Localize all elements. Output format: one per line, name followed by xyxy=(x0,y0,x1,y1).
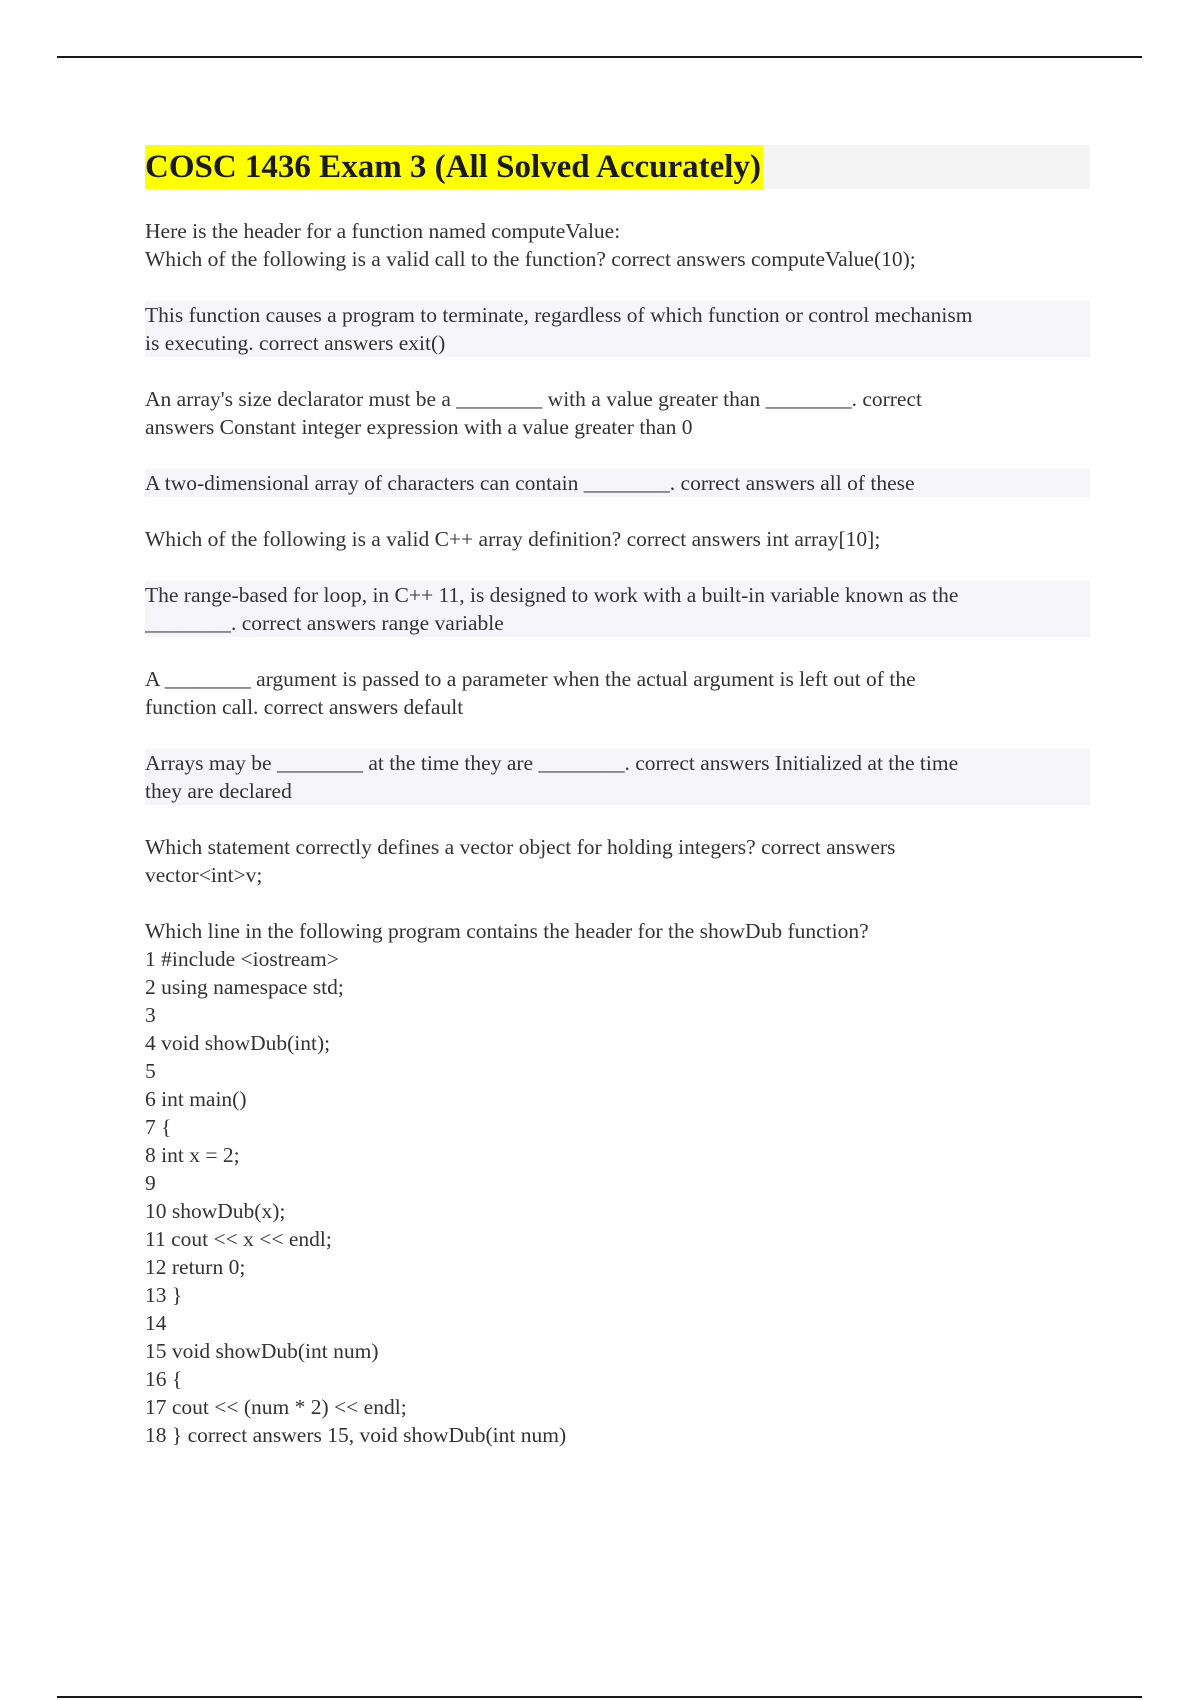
code-line: 2 using namespace std; xyxy=(145,975,344,999)
code-line: 12 return 0; xyxy=(145,1255,246,1279)
question-line: Which of the following is a valid call to the function? correct answers computeValue(10); xyxy=(145,247,916,271)
question-line: Which of the following is a valid C++ array definition? correct answers int array[10]; xyxy=(145,527,881,551)
code-line: 10 showDub(x); xyxy=(145,1199,286,1223)
question-line: An array's size declarator must be a ________ with a value greater than ________. correct xyxy=(145,387,922,411)
code-line: 15 void showDub(int num) xyxy=(145,1339,379,1363)
question-8 xyxy=(145,749,1090,805)
question-7 xyxy=(145,665,1090,721)
document-title: COSC 1436 Exam 3 (All Solved Accurately) xyxy=(145,145,763,189)
question-line: Arrays may be ________ at the time they are ________. correct answers Initialized at the time xyxy=(145,751,959,775)
code-line: 4 void showDub(int); xyxy=(145,1031,331,1055)
code-line: 8 int x = 2; xyxy=(145,1143,240,1167)
question-line: A ________ argument is passed to a parameter when the actual argument is left out of the xyxy=(145,667,916,691)
question-line: Which statement correctly defines a vector object for holding integers? correct answers xyxy=(145,835,896,859)
question-line: Here is the header for a function named computeValue: xyxy=(145,219,621,243)
code-line: 6 int main() xyxy=(145,1087,247,1111)
top-rule xyxy=(57,56,1142,58)
question-line: ________. correct answers range variable xyxy=(145,611,504,635)
question-line: vector<int>v; xyxy=(145,863,263,887)
code-line: 16 { xyxy=(145,1367,183,1391)
code-line: 3 xyxy=(145,1003,156,1027)
question-line: Which line in the following program contains the header for the showDub function? xyxy=(145,919,869,943)
bottom-rule xyxy=(57,1696,1142,1698)
code-line: 17 cout << (num * 2) << endl; xyxy=(145,1395,407,1419)
code-line: 5 xyxy=(145,1059,156,1083)
question-line: they are declared xyxy=(145,779,292,803)
code-line: 11 cout << x << endl; xyxy=(145,1227,332,1251)
question-line: function call. correct answers default xyxy=(145,695,464,719)
question-line: answers Constant integer expression with a value greater than 0 xyxy=(145,415,693,439)
question-6 xyxy=(145,581,1090,637)
code-line: 1 #include <iostream> xyxy=(145,947,339,971)
question-10 xyxy=(145,917,1090,1449)
question-3 xyxy=(145,385,1090,441)
question-line: This function causes a program to terminate, regardless of which function or control mechanism xyxy=(145,303,973,327)
question-4 xyxy=(145,469,1090,497)
question-line: The range-based for loop, in C++ 11, is designed to work with a built-in variable known as the xyxy=(145,583,959,607)
code-line: 7 { xyxy=(145,1115,172,1139)
question-9 xyxy=(145,833,1090,889)
question-5 xyxy=(145,525,1090,553)
question-line: A two-dimensional array of characters can contain ________. correct answers all of these xyxy=(145,471,915,495)
question-1 xyxy=(145,217,1090,273)
code-line: 9 xyxy=(145,1171,156,1195)
document-body xyxy=(145,145,1090,1477)
title-band xyxy=(145,145,1090,189)
question-line: is executing. correct answers exit() xyxy=(145,331,446,355)
code-line: 18 } correct answers 15, void showDub(int num) xyxy=(145,1423,567,1447)
code-line: 13 } xyxy=(145,1283,183,1307)
question-2 xyxy=(145,301,1090,357)
code-line: 14 xyxy=(145,1311,167,1335)
